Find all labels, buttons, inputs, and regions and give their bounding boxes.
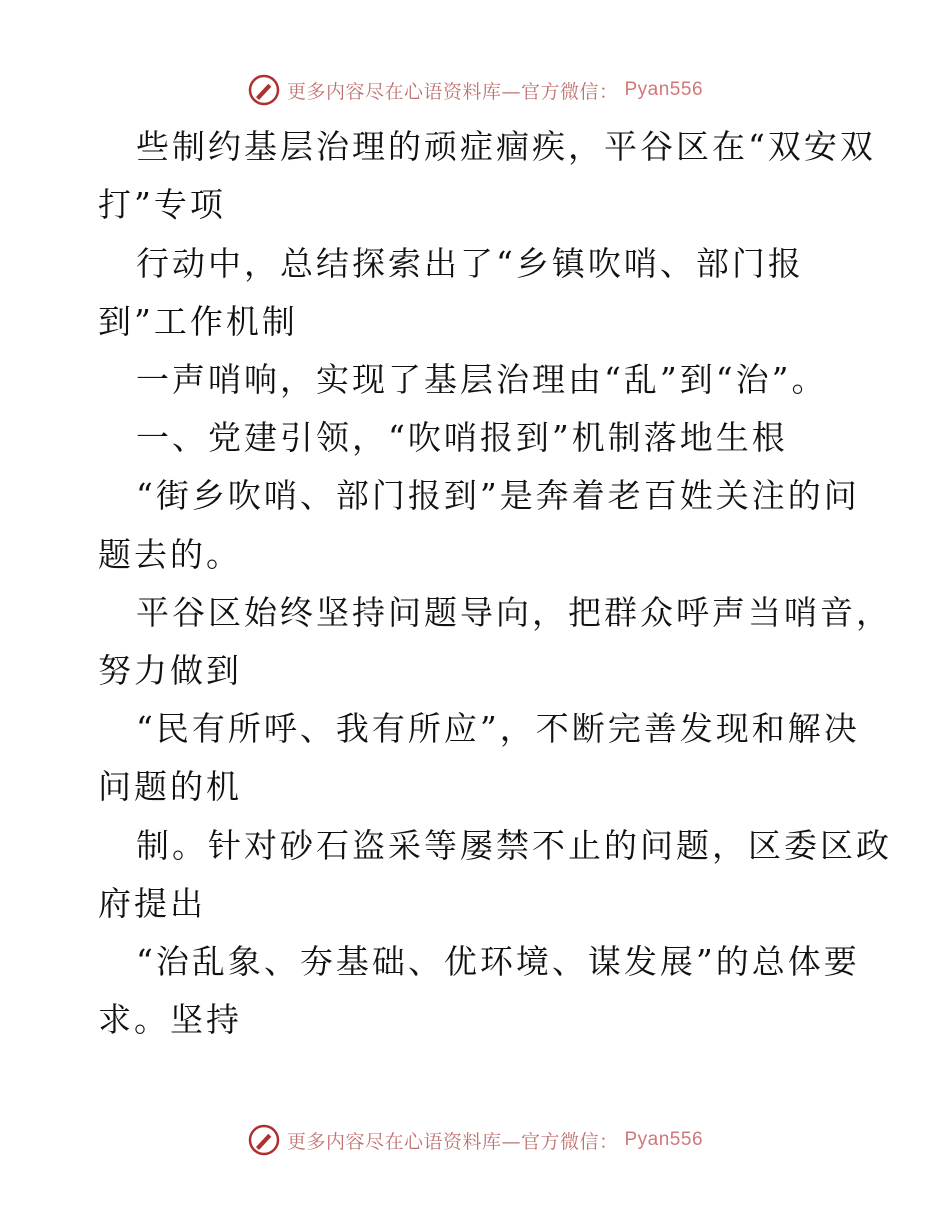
watermark-wechat-id: Pyan556 (624, 1129, 704, 1150)
watermark-text: 更多内容尽在心语资料库—官方微信： (286, 80, 619, 103)
text-line: 问题的机 (98, 767, 242, 806)
text-line: “街乡吹哨、部门报到”是奔着老百姓关注的问 (136, 476, 860, 515)
text-line: 行动中，总结探索出了“乡镇吹哨、部门报 (136, 244, 804, 283)
text-line: 努力做到 (98, 651, 242, 690)
text-line: 平谷区始终坚持问题导向，把群众呼声当哨音， (136, 593, 892, 632)
text-line: 题去的。 (98, 535, 242, 574)
footer-watermark (0, 1120, 950, 1160)
watermark-wechat-id: Pyan556 (624, 79, 704, 100)
text-line: 打”专项 (98, 185, 226, 224)
section-heading: 一、党建引领，“吹哨报到”机制落地生根 (136, 418, 788, 457)
logo-icon (247, 73, 281, 107)
text-line: 到”工作机制 (98, 302, 298, 341)
header-watermark (0, 70, 950, 110)
text-line: “治乱象、夯基础、优环境、谋发展”的总体要 (136, 942, 860, 981)
text-line: 一声哨响，实现了基层治理由“乱”到“治”。 (136, 360, 828, 399)
text-line: 制。针对砂石盗采等屡禁不止的问题，区委区政 (136, 826, 892, 865)
logo-icon (247, 1123, 281, 1157)
text-line: 求。坚持 (98, 1000, 242, 1039)
text-line: “民有所呼、我有所应”，不断完善发现和解决 (136, 709, 860, 748)
watermark-text: 更多内容尽在心语资料库—官方微信： (286, 1130, 619, 1153)
text-line: 府提出 (98, 884, 206, 923)
text-line: 些制约基层治理的顽症痼疾，平谷区在“双安双 (136, 127, 876, 166)
